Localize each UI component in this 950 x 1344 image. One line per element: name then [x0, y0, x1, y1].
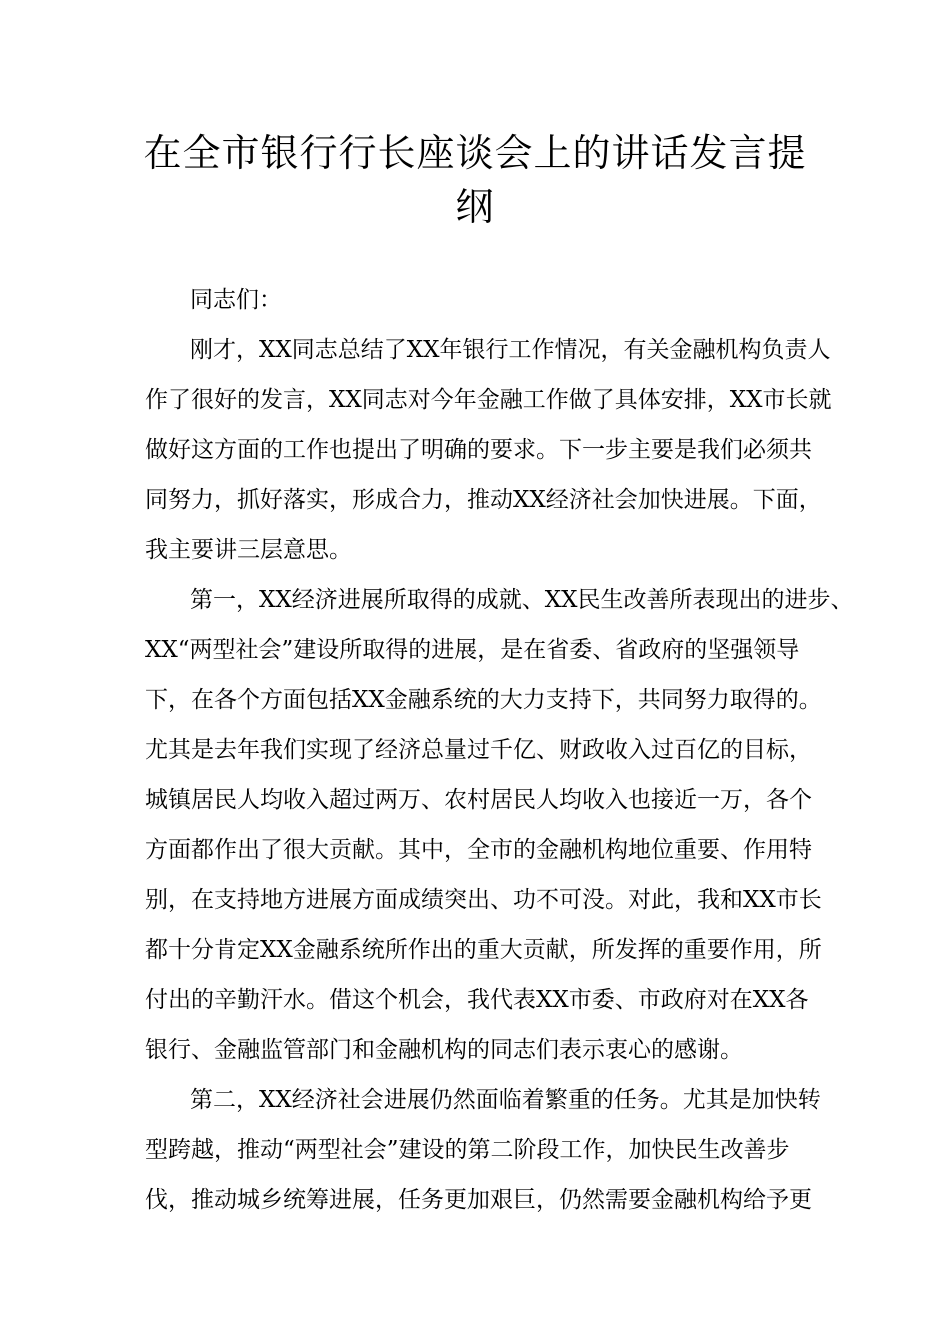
paragraph-line: 下，在各个方面包括XX金融系统的大力支持下，共同努力取得的。 [145, 687, 822, 713]
paragraph-line: XX“两型社会”建设所取得的进展，是在省委、省政府的坚强领导 [145, 637, 800, 663]
paragraph-line: 做好这方面的工作也提出了明确的要求。下一步主要是我们必须共 [145, 437, 812, 463]
paragraph-line: 方面都作出了很大贡献。其中，全市的金融机构地位重要、作用特 [145, 837, 812, 863]
paragraph-line: 第一，XX经济进展所取得的成就、XX民生改善所表现出的进步、 [190, 587, 854, 613]
document-title: 在全市银行行长座谈会上的讲话发言提纲 [143, 131, 807, 229]
paragraph-line: 刚才，XX同志总结了XX年银行工作情况，有关金融机构负责人 [190, 337, 831, 363]
paragraph-line: 银行、金融监管部门和金融机构的同志们表示衷心的感谢。 [145, 1037, 743, 1063]
paragraph-line: 别，在支持地方进展方面成绩突出、功不可没。对此，我和XX市长 [145, 887, 822, 913]
paragraph-line: 型跨越，推动“两型社会”建设的第二阶段工作，加快民生改善步 [145, 1137, 790, 1163]
paragraph-line: 都十分肯定XX金融系统所作出的重大贡献，所发挥的重要作用，所 [145, 937, 822, 963]
paragraph-line: 同努力，抓好落实，形成合力，推动XX经济社会加快进展。下面， [145, 487, 822, 513]
paragraph-line: 付出的辛勤汗水。借这个机会，我代表XX市委、市政府对在XX各 [145, 987, 809, 1013]
paragraph-line: 第二，XX经济社会进展仍然面临着繁重的任务。尤其是加快转 [190, 1087, 821, 1113]
paragraph-line: 我主要讲三层意思。 [145, 537, 352, 563]
paragraph-line: 作了很好的发言，XX同志对今年金融工作做了具体安排，XX市长就 [145, 387, 832, 413]
paragraph-line: 尤其是去年我们实现了经济总量过千亿、财政收入过百亿的目标， [145, 737, 812, 763]
paragraph-line: 城镇居民人均收入超过两万、农村居民人均收入也接近一万，各个 [145, 787, 812, 813]
salutation: 同志们： [190, 287, 282, 313]
paragraph-line: 伐，推动城乡统筹进展，任务更加艰巨，仍然需要金融机构给予更 [145, 1187, 812, 1213]
